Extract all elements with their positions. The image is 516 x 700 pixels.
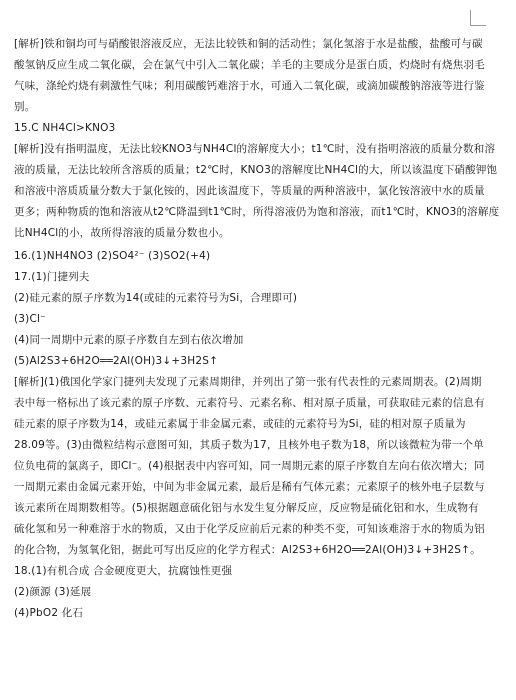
answer-17-part-5: (5)Al2S3+6H2O══2Al(OH)3↓+3H2S↑ [14, 355, 219, 367]
page-corner-mark [470, 10, 486, 26]
answer-17-part-4: (4)同一周期中元素的原子序数自左到右依次增加 [14, 334, 244, 346]
answer-16: 16.(1)NH4NO3 (2)SO4²⁻ (3)SO2(+4) [14, 250, 211, 262]
analysis-17-line-9: 的化合物，为氢氧化铝，据此可写出反应的化学方程式：Al2S3+6H2O══2Al(OH)3↓+3H2S↑。 [14, 544, 481, 556]
analysis-15-line-1: [解析]没有指明温度，无法比较KNO3与NH4Cl的溶解度大小；t1℃时，没有指明溶液的质量分数和溶 [14, 143, 496, 155]
analysis-14-line-3: 气味，涤纶灼烧有刺激性气味；利用碳酸钙难溶于水，可通入二氧化碳，或滴加碳酸钠溶液等进行鉴 [14, 80, 485, 92]
answer-18-part-4: (4)PbO2 化石 [14, 607, 84, 619]
analysis-14-line-1: [解析]铁和铜均可与硝酸银溶液反应，无法比较铁和铜的活动性；氯化氢溶于水是盐酸，盐酸可与碳 [14, 38, 483, 50]
analysis-17-line-3: 硅元素的原子序数为14，或硅元素属于非金属元素，或硅的元素符号为Si，硅的相对原子质量为 [14, 418, 466, 430]
analysis-15-line-3: 和溶液中溶质质量分数大于氯化铵的，因此该温度下，等质量的两种溶液中，氯化铵溶液中水的质量 [14, 185, 485, 197]
analysis-14-line-4: 别。 [14, 101, 36, 113]
answer-18-part-1: 18.(1)有机合成 合金硬度更大，抗腐蚀性更强 [14, 565, 233, 577]
analysis-17-line-7: 该元素所在周期数相等。(5)根据题意硫化铝与水发生复分解反应，反应物是硫化铝和水，生成物有 [14, 502, 479, 514]
answer-text-body [14, 34, 502, 624]
answer-15: 15.C NH4Cl>KNO3 [14, 122, 116, 134]
analysis-17-line-1: [解析](1)俄国化学家门捷列夫发现了元素周期律，并列出了第一张有代表性的元素周期表。(2)周期 [14, 376, 482, 388]
analysis-17-line-6: 一周期元素由金属元素开始，中间为非金属元素，最后是稀有气体元素；元素原子的核外电子层数与 [14, 481, 485, 493]
answer-17-part-2: (2)硅元素的原子序数为14(或硅的元素符号为Si，合理即可) [14, 292, 298, 304]
analysis-17-line-2: 表中每一格标出了该元素的原子序数、元素符号、元素名称、相对原子质量，可获取硅元素的信息有 [14, 397, 485, 409]
analysis-17-line-8: 硫化氢和另一种难溶于水的物质，又由于化学反应前后元素的种类不变，可知该难溶于水的物质为铝 [14, 523, 485, 535]
answer-18-part-2-3: (2)颜源 (3)延展 [14, 586, 92, 598]
analysis-15-line-5: 比NH4Cl的小，故所得溶液的质量分数也小。 [14, 227, 230, 239]
analysis-17-line-4: 28.09等。(3)由微粒结构示意图可知，其质子数为17，且核外电子数为18，所以该微粒为带一个单 [14, 439, 484, 451]
analysis-14-line-2: 酸氢钠反应生成二氧化碳，会在氯气中引入二氧化碳；羊毛的主要成分是蛋白质，灼烧时有烧焦羽毛 [14, 59, 485, 71]
answer-17-part-3: (3)Cl⁻ [14, 313, 46, 325]
analysis-15-line-2: 液的质量，无法比较所含溶质的质量；t2℃时，KNO3的溶解度比NH4Cl的大，所以该温度下硝酸钾饱 [14, 164, 498, 176]
answer-17-part-1: 17.(1)门捷列夫 [14, 271, 90, 283]
analysis-15-line-4: 更多；两种物质的饱和溶液从t2℃降温到t1℃时，所得溶液仍为饱和溶液，而t1℃时，KNO3的溶解度 [14, 206, 500, 218]
analysis-17-line-5: 位负电荷的氯离子，即Cl⁻。(4)根据表中内容可知，同一周期元素的原子序数自左向右依次增大；同 [14, 460, 485, 472]
